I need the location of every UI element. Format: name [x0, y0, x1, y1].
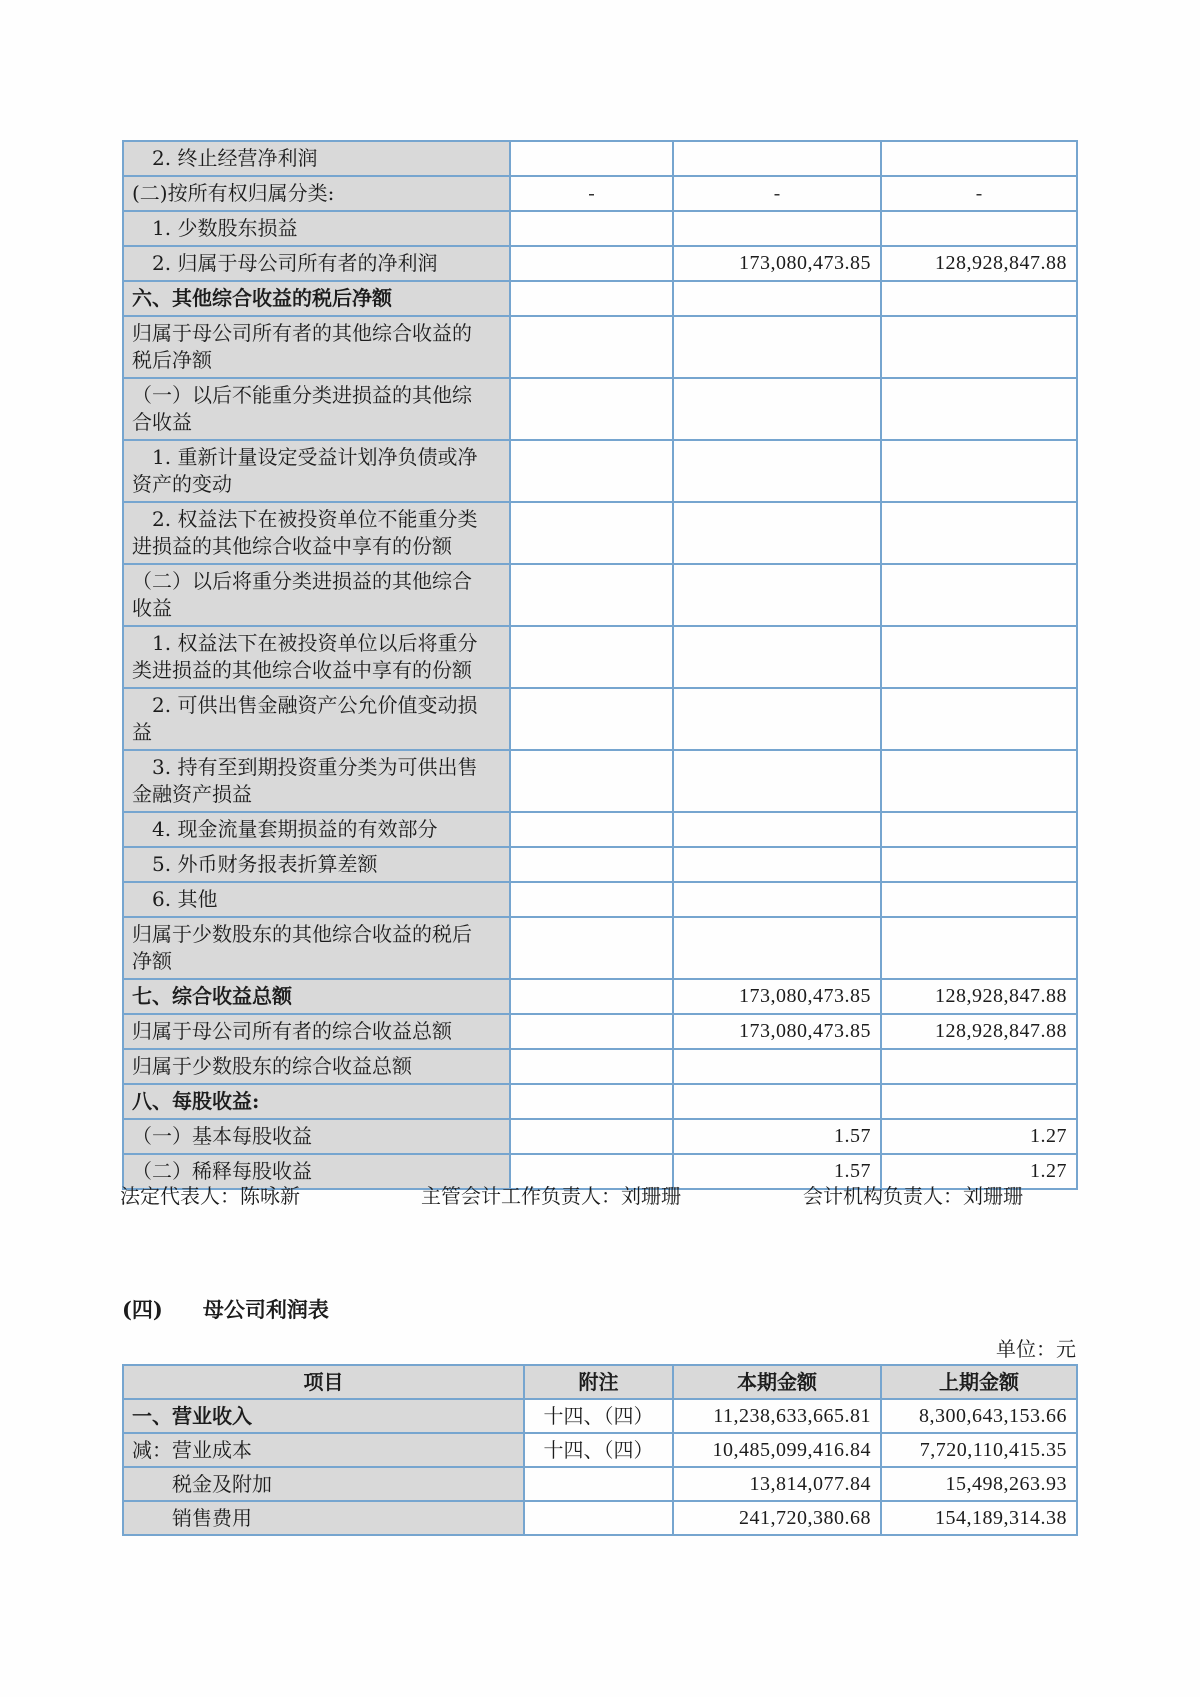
- table-row: [123, 211, 1077, 246]
- prior-amount-cell: [881, 440, 1077, 502]
- column-header: 本期金额: [673, 1365, 881, 1399]
- item-cell: 归属于母公司所有者的综合收益总额: [123, 1014, 510, 1049]
- table-row: [123, 1084, 1077, 1119]
- note-cell: [510, 211, 673, 246]
- table-header-row: [123, 1365, 1077, 1399]
- current-amount-cell: 173,080,473.85: [673, 979, 881, 1014]
- item-cell: 一、营业收入: [123, 1399, 524, 1433]
- current-amount-cell: 1.57: [673, 1154, 881, 1189]
- note-cell: -: [510, 176, 673, 211]
- item-cell: 3. 持有至到期投资重分类为可供出售金融资产损益: [123, 750, 510, 812]
- current-amount-cell: 241,720,380.68: [673, 1501, 881, 1535]
- prior-amount-cell: 128,928,847.88: [881, 979, 1077, 1014]
- prior-amount-cell: [881, 564, 1077, 626]
- current-amount-cell: 1.57: [673, 1119, 881, 1154]
- prior-amount-cell: [881, 688, 1077, 750]
- note-cell: [510, 440, 673, 502]
- item-cell: 1. 权益法下在被投资单位以后将重分类进损益的其他综合收益中享有的份额: [123, 626, 510, 688]
- current-amount-cell: [673, 440, 881, 502]
- prior-amount-cell: [881, 882, 1077, 917]
- table-row: [123, 847, 1077, 882]
- item-cell: 1. 少数股东损益: [123, 211, 510, 246]
- note-cell: [510, 246, 673, 281]
- prior-amount-cell: [881, 378, 1077, 440]
- table-row: [123, 246, 1077, 281]
- item-cell: 销售费用: [123, 1501, 524, 1535]
- item-cell: 2. 终止经营净利润: [123, 141, 510, 176]
- note-cell: [510, 1014, 673, 1049]
- table-row: [123, 1014, 1077, 1049]
- item-cell: 5. 外币财务报表折算差额: [123, 847, 510, 882]
- table-row: [123, 281, 1077, 316]
- legal-representative-signature: 法定代表人：陈咏新: [120, 1184, 300, 1208]
- table-row: [123, 440, 1077, 502]
- item-cell: （二）稀释每股收益: [123, 1154, 510, 1189]
- signature-row: [120, 1183, 1080, 1209]
- item-cell: 1. 重新计量设定受益计划净负债或净资产的变动: [123, 440, 510, 502]
- unit-label: 单位：元: [996, 1337, 1076, 1361]
- section-heading: [122, 1296, 329, 1324]
- table-row: [123, 176, 1077, 211]
- current-amount-cell: [673, 1084, 881, 1119]
- current-amount-cell: 11,238,633,665.81: [673, 1399, 881, 1433]
- table-row: [123, 502, 1077, 564]
- prior-amount-cell: [881, 750, 1077, 812]
- table-row: [123, 1399, 1077, 1433]
- note-cell: [510, 688, 673, 750]
- prior-amount-cell: 1.27: [881, 1154, 1077, 1189]
- table-row: [123, 626, 1077, 688]
- current-amount-cell: [673, 316, 881, 378]
- note-cell: [510, 917, 673, 979]
- item-cell: 七、综合收益总额: [123, 979, 510, 1014]
- prior-amount-cell: 7,720,110,415.35: [881, 1433, 1077, 1467]
- item-cell: （一）以后不能重分类进损益的其他综合收益: [123, 378, 510, 440]
- note-cell: [510, 1049, 673, 1084]
- item-cell: 2. 权益法下在被投资单位不能重分类进损益的其他综合收益中享有的份额: [123, 502, 510, 564]
- table-row: [123, 812, 1077, 847]
- current-amount-cell: [673, 750, 881, 812]
- note-cell: 十四、（四）: [524, 1433, 673, 1467]
- item-cell: 税金及附加: [123, 1467, 524, 1501]
- table-row: [123, 316, 1077, 378]
- table-row: [123, 378, 1077, 440]
- item-cell: 归属于母公司所有者的其他综合收益的税后净额: [123, 316, 510, 378]
- chief-accountant-signature: 主管会计工作负责人：刘珊珊: [421, 1184, 681, 1208]
- item-cell: 八、每股收益:: [123, 1084, 510, 1119]
- note-cell: [524, 1501, 673, 1535]
- prior-amount-cell: [881, 141, 1077, 176]
- item-cell: （二）以后将重分类进损益的其他综合收益: [123, 564, 510, 626]
- note-cell: [510, 847, 673, 882]
- current-amount-cell: [673, 378, 881, 440]
- item-cell: 六、其他综合收益的税后净额: [123, 281, 510, 316]
- item-cell: (二)按所有权归属分类:: [123, 176, 510, 211]
- current-amount-cell: [673, 281, 881, 316]
- current-amount-cell: [673, 564, 881, 626]
- current-amount-cell: -: [673, 176, 881, 211]
- current-amount-cell: [673, 917, 881, 979]
- note-cell: [510, 564, 673, 626]
- prior-amount-cell: [881, 847, 1077, 882]
- table-row: [123, 564, 1077, 626]
- table-row: [123, 1501, 1077, 1535]
- current-amount-cell: 10,485,099,416.84: [673, 1433, 881, 1467]
- current-amount-cell: [673, 882, 881, 917]
- prior-amount-cell: [881, 917, 1077, 979]
- prior-amount-cell: [881, 502, 1077, 564]
- prior-amount-cell: [881, 1049, 1077, 1084]
- note-cell: [524, 1467, 673, 1501]
- note-cell: [510, 141, 673, 176]
- column-header: 项目: [123, 1365, 524, 1399]
- note-cell: [510, 281, 673, 316]
- note-cell: [510, 979, 673, 1014]
- note-cell: 十四、（四）: [524, 1399, 673, 1433]
- parent-company-income-statement-table: [122, 1364, 1078, 1536]
- item-cell: （一）基本每股收益: [123, 1119, 510, 1154]
- note-cell: [510, 1119, 673, 1154]
- item-cell: 4. 现金流量套期损益的有效部分: [123, 812, 510, 847]
- prior-amount-cell: [881, 211, 1077, 246]
- prior-amount-cell: 8,300,643,153.66: [881, 1399, 1077, 1433]
- note-cell: [510, 750, 673, 812]
- prior-amount-cell: 128,928,847.88: [881, 1014, 1077, 1049]
- prior-amount-cell: 128,928,847.88: [881, 246, 1077, 281]
- prior-amount-cell: 154,189,314.38: [881, 1501, 1077, 1535]
- item-cell: 2. 可供出售金融资产公允价值变动损益: [123, 688, 510, 750]
- note-cell: [510, 378, 673, 440]
- table-row: [123, 141, 1077, 176]
- item-cell: 2. 归属于母公司所有者的净利润: [123, 246, 510, 281]
- current-amount-cell: 173,080,473.85: [673, 246, 881, 281]
- current-amount-cell: 13,814,077.84: [673, 1467, 881, 1501]
- prior-amount-cell: -: [881, 176, 1077, 211]
- table-row: [123, 979, 1077, 1014]
- note-cell: [510, 882, 673, 917]
- table-row: [123, 1049, 1077, 1084]
- section-title: 母公司利润表: [202, 1297, 329, 1322]
- prior-amount-cell: [881, 316, 1077, 378]
- note-cell: [510, 502, 673, 564]
- prior-amount-cell: 1.27: [881, 1119, 1077, 1154]
- prior-amount-cell: 15,498,263.93: [881, 1467, 1077, 1501]
- column-header: 上期金额: [881, 1365, 1077, 1399]
- current-amount-cell: [673, 847, 881, 882]
- note-cell: [510, 812, 673, 847]
- item-cell: 减：营业成本: [123, 1433, 524, 1467]
- current-amount-cell: [673, 688, 881, 750]
- table-row: [123, 882, 1077, 917]
- item-cell: 归属于少数股东的综合收益总额: [123, 1049, 510, 1084]
- current-amount-cell: [673, 812, 881, 847]
- table-row: [123, 1433, 1077, 1467]
- current-amount-cell: [673, 626, 881, 688]
- column-header: 附注: [524, 1365, 673, 1399]
- consolidated-income-statement-table: [122, 140, 1078, 1190]
- table-row: [123, 688, 1077, 750]
- prior-amount-cell: [881, 626, 1077, 688]
- current-amount-cell: 173,080,473.85: [673, 1014, 881, 1049]
- current-amount-cell: [673, 502, 881, 564]
- note-cell: [510, 626, 673, 688]
- item-cell: 6. 其他: [123, 882, 510, 917]
- table-row: [123, 750, 1077, 812]
- table-row: [123, 1119, 1077, 1154]
- current-amount-cell: [673, 211, 881, 246]
- current-amount-cell: [673, 141, 881, 176]
- prior-amount-cell: [881, 281, 1077, 316]
- accounting-head-signature: 会计机构负责人：刘珊珊: [803, 1184, 1023, 1208]
- table-row: [123, 1467, 1077, 1501]
- prior-amount-cell: [881, 1084, 1077, 1119]
- prior-amount-cell: [881, 812, 1077, 847]
- table-row: [123, 917, 1077, 979]
- note-cell: [510, 316, 673, 378]
- note-cell: [510, 1084, 673, 1119]
- section-number: (四): [122, 1297, 163, 1322]
- current-amount-cell: [673, 1049, 881, 1084]
- item-cell: 归属于少数股东的其他综合收益的税后净额: [123, 917, 510, 979]
